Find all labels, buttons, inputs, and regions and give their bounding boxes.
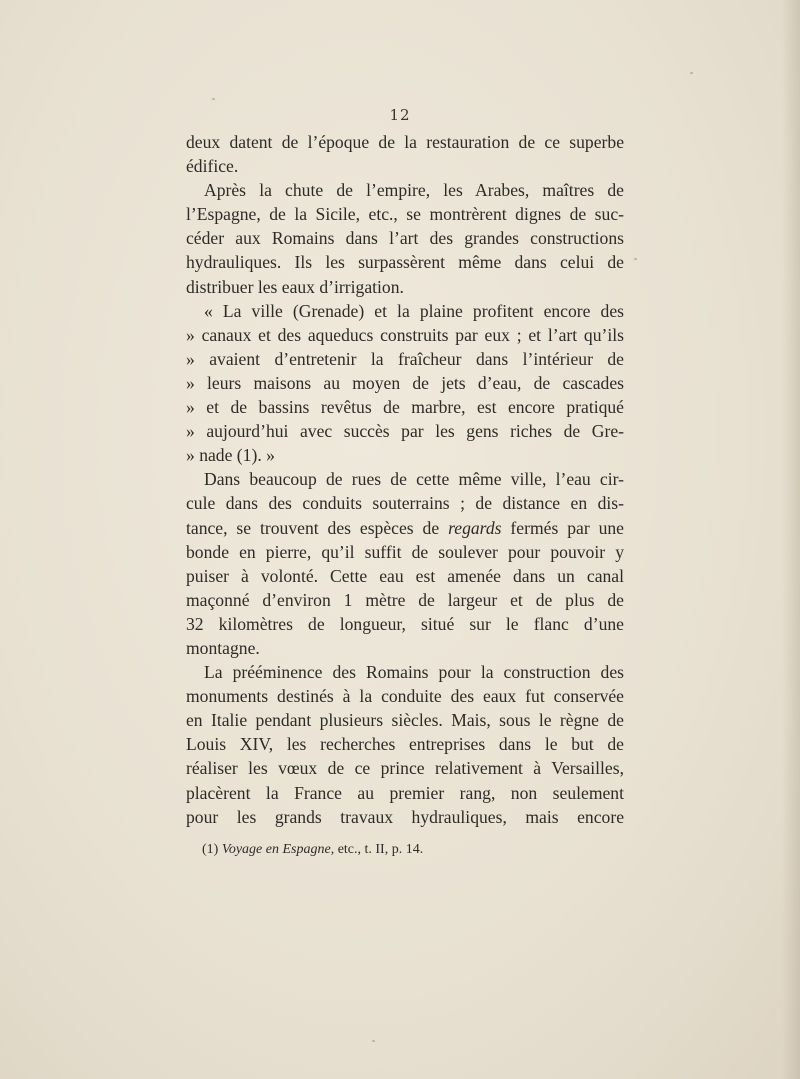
- text-line: céder aux Romains dans l’art des grandes constructions: [186, 228, 624, 249]
- text-line: 32 kilomètres de longueur, situé sur le flanc d’une: [186, 613, 624, 634]
- paper-speck: [690, 72, 693, 74]
- text-line: l’Espagne, de la Sicile, etc., se montrèrent dignes de suc-: [186, 204, 624, 225]
- footnote: [202, 842, 423, 858]
- text-line: édifice.: [186, 156, 239, 177]
- footnote-reference: , etc., t. II, p. 14.: [330, 842, 424, 857]
- text-line: hydrauliques. Ils les surpassèrent même dans celui de: [186, 252, 624, 273]
- text-line: montagne.: [186, 637, 260, 658]
- text-line: placèrent la France au premier rang, non seulement: [186, 782, 624, 803]
- text-line: Après la chute de l’empire, les Arabes, maîtres de: [204, 180, 624, 201]
- text-line: Louis XIV, les recherches entreprises dans le but de: [186, 734, 624, 755]
- text-span: tance, se trouvent des espèces de: [186, 517, 449, 538]
- text-line: La prééminence des Romains pour la construction des: [204, 662, 624, 683]
- text-line: maçonné d’environ 1 mètre de largeur et de plus de: [186, 589, 624, 610]
- paper-speck: [372, 1040, 375, 1042]
- text-line: » aujourd’hui avec succès par les gens riches de Gre-: [186, 421, 624, 442]
- text-line: cule dans des conduits souterrains ; de distance en dis-: [186, 493, 624, 514]
- text-line: » nade (1). »: [186, 445, 275, 466]
- text-line: » canaux et des aqueducs construits par eux ; et l’art qu’ils: [186, 324, 624, 345]
- text-line: » et de bassins revêtus de marbre, est encore pratiqué: [186, 397, 624, 418]
- text-line: monuments destinés à la conduite des eaux fut conservée: [186, 686, 624, 707]
- paper-speck: [634, 258, 637, 260]
- italic-term: regards: [448, 517, 502, 538]
- footnote-marker: (1): [202, 842, 222, 857]
- text-span: fermés par une: [501, 517, 624, 538]
- text-line: pour les grands travaux hydrauliques, mais encore: [186, 806, 624, 827]
- text-line: puiser à volonté. Cette eau est amenée dans un canal: [186, 565, 624, 586]
- paper-speck: [212, 98, 215, 100]
- text-line: « La ville (Grenade) et la plaine profitent encore des: [204, 300, 624, 321]
- text-line: deux datent de l’époque de la restauration de ce superbe: [186, 132, 624, 152]
- text-line: réaliser les vœux de ce prince relativement à Versailles,: [186, 758, 624, 779]
- text-line: » leurs maisons au moyen de jets d’eau, de cascades: [186, 372, 624, 393]
- text-line: bonde en pierre, qu’il suffit de soulever pour pouvoir y: [186, 541, 624, 562]
- text-line: en Italie pendant plusieurs siècles. Mais, sous le règne de: [186, 710, 624, 731]
- text-line: » avaient d’entretenir la fraîcheur dans l’intérieur de: [186, 348, 624, 369]
- text-line: [186, 516, 624, 540]
- text-line: distribuer les eaux d’irrigation.: [186, 276, 404, 297]
- page-edge-shadow: [782, 0, 800, 1079]
- footnote-title: Voyage en Espagne: [221, 842, 331, 857]
- body-text: [186, 130, 624, 829]
- page-number: 12: [389, 106, 411, 124]
- text-line: Dans beaucoup de rues de cette même ville, l’eau cir-: [204, 469, 624, 490]
